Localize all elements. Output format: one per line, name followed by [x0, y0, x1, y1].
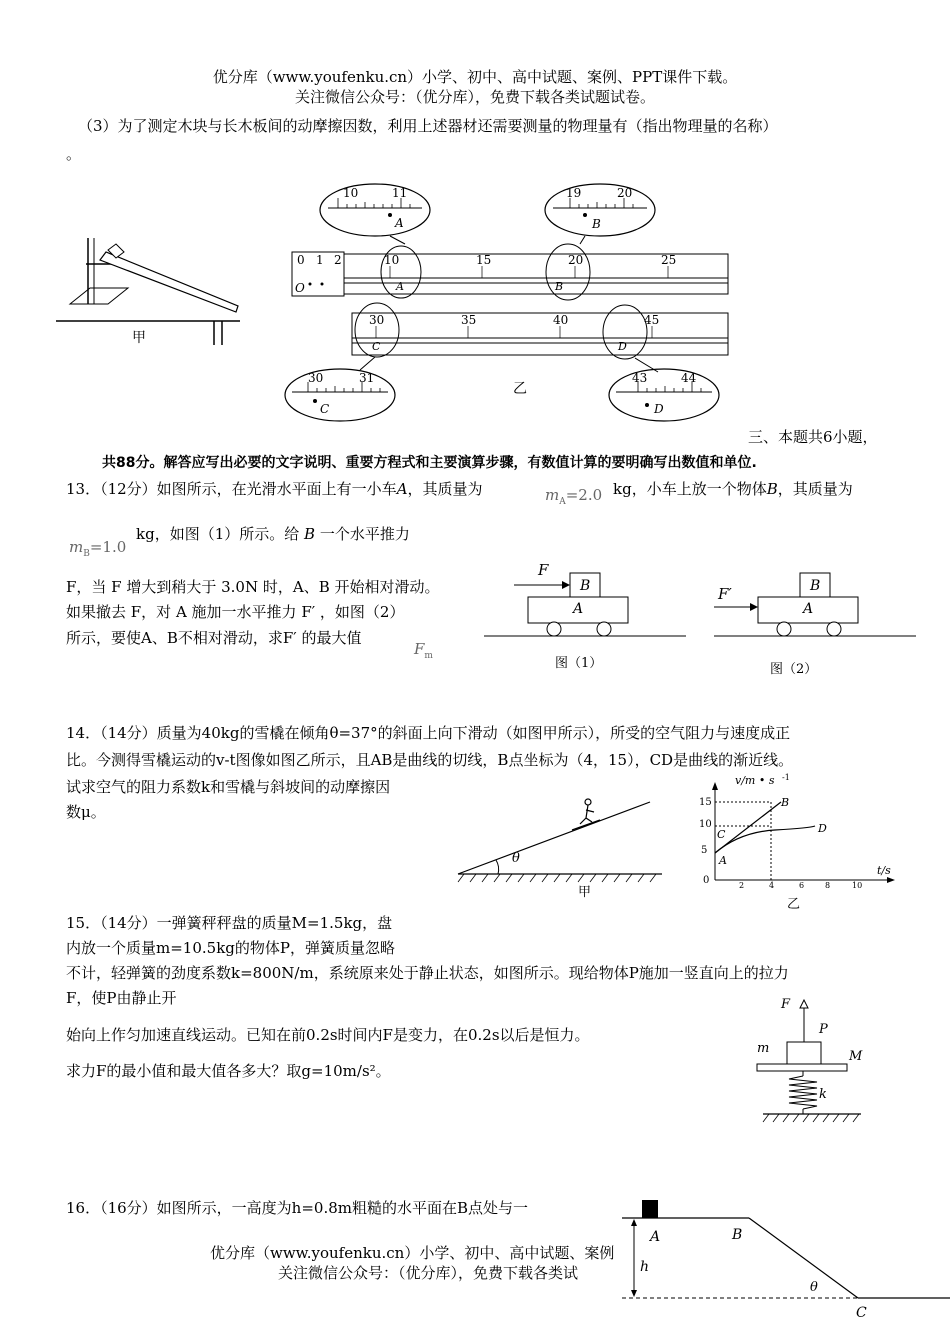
figure-incline-jia: [50, 230, 250, 360]
q14-line3: 试求空气的阻力系数k和雪橇与斜坡间的动摩擦因: [66, 778, 391, 796]
q13-line3: F，当 F 增大到稍大于 3.0N 时，A、B 开始相对滑动。: [66, 578, 440, 596]
sled-rider-icon: [572, 799, 600, 830]
fig2-B-label: B: [810, 578, 821, 594]
zoom-A: [320, 184, 430, 244]
figure-cart-1: [480, 555, 690, 675]
q13-line4: 如果撤去 F，对 A 施加一水平推力 F′ ，如图（2）: [66, 603, 405, 621]
graph-ylabel: v/m • s: [735, 774, 775, 787]
q16-line1: 16．（16分）如图所示，一高度为h=0.8m粗糙的水平面在B点处与一: [66, 1199, 529, 1217]
ruler-point-A: A: [396, 280, 404, 293]
tick-35: 35: [461, 313, 477, 327]
xtick-8: 8: [825, 881, 831, 890]
tick-0: 0: [297, 253, 305, 267]
zoom-B-right: 20: [617, 186, 633, 200]
footer-line-1: 优分库（www.youfenku.cn）小学、初中、高中试题、案例: [210, 1244, 615, 1262]
zoom-D-point: D: [654, 402, 664, 416]
label-jia: 甲: [132, 330, 146, 346]
figure-cart-2: [710, 555, 930, 685]
spring-M-label: M: [849, 1049, 863, 1064]
tick-1: 1: [316, 253, 324, 267]
ruler-point-C: C: [372, 340, 381, 353]
q12-part3-tail: 。: [66, 145, 82, 163]
zoom-A-point: A: [395, 216, 404, 230]
q13-line1b: kg，小车上放一个物体B，其质量为: [613, 480, 853, 498]
figure-ramp: [614, 1195, 950, 1335]
q15-line4: F，使P由静止开: [66, 989, 177, 1007]
zoom-A-right: 11: [392, 186, 408, 200]
zoom-D: [609, 369, 719, 421]
fig1-F-label: F: [538, 561, 549, 579]
zoom-D-left: 43: [632, 371, 648, 385]
figure-spring-scale: [745, 990, 885, 1135]
fig2-F-label: F′: [718, 585, 732, 603]
slope-theta: θ: [512, 851, 520, 866]
tick-30: 30: [369, 313, 385, 327]
q14-line1: 14．（14分）质量为40kg的雪橇在倾角θ=37°的斜面上向下滑动（如图甲所示），所受的空气阻力与速度成正: [66, 724, 791, 742]
tick-40: 40: [553, 313, 569, 327]
xtick-2: 2: [739, 881, 745, 890]
tick-15: 15: [476, 253, 492, 267]
figure-slope-jia: [450, 790, 670, 905]
tick-45: 45: [644, 313, 660, 327]
ramp-h-label: h: [640, 1259, 650, 1275]
graph-point-B: B: [781, 796, 790, 809]
figure-ruler-yi: [280, 180, 740, 425]
q15-line3: 不计，轻弹簧的劲度系数k=800N/m，系统原来处于静止状态，如图所示。现给物体P施加一竖直向上的拉力: [66, 964, 789, 982]
ytick-5: 5: [701, 845, 708, 856]
q13-line1: 13．（12分）如图所示，在光滑水平面上有一小车A，其质量为: [66, 480, 483, 498]
q13-Fm: $F_m$: [414, 640, 433, 661]
slope-caption: 甲: [578, 885, 592, 900]
zoom-B-point: B: [592, 217, 601, 231]
zoom-C: [285, 369, 395, 421]
spring-F-label: F: [781, 997, 791, 1012]
tick-25: 25: [661, 253, 677, 267]
tick-20: 20: [568, 253, 584, 267]
q13-mA: $m_A=2.0$: [545, 486, 603, 507]
fig1-B-label: B: [580, 578, 591, 594]
ruler-point-B: B: [555, 280, 564, 293]
q15-line6: 求力F的最小值和最大值各多大？取g=10m/s²。: [66, 1062, 391, 1080]
ramp-B-label: B: [732, 1227, 743, 1243]
vt-curve: [715, 826, 815, 853]
ytick-15: 15: [699, 797, 712, 808]
spring-P-label: P: [819, 1022, 828, 1037]
spring-k-label: k: [819, 1087, 827, 1102]
graph-point-C: C: [717, 828, 726, 841]
xtick-6: 6: [799, 881, 805, 890]
q13-line5: 所示，要使A、B不相对滑动，求F′ 的最大值: [66, 629, 362, 647]
tick-2: 2: [334, 253, 342, 267]
label-yi: 乙: [513, 381, 527, 397]
q12-part3-text: （3）为了测定木块与长木板间的动摩擦因数，利用上述器材还需要测量的物理量有（指出物理量的名称）: [78, 117, 778, 135]
graph-ylabel-sup: -1: [782, 773, 790, 782]
figure-vt-graph: [695, 772, 905, 912]
q15-line1: 15．（14分）一弹簧秤秤盘的质量M=1.5kg，盘: [66, 914, 393, 932]
graph-point-D: D: [818, 822, 827, 835]
q13-mB: $m_B=1.0$: [69, 538, 127, 559]
xtick-10: 10: [852, 881, 863, 890]
xtick-4: 4: [769, 881, 775, 890]
q15-line2: 内放一个质量m=10.5kg的物体P，弹簧质量忽略: [66, 939, 395, 957]
zoom-B-left: 19: [566, 186, 582, 200]
ramp-A-label: A: [650, 1229, 661, 1245]
footer-line-2: 关注微信公众号：（优分库），免费下载各类试: [278, 1264, 579, 1282]
graph-point-A: A: [719, 854, 727, 867]
zoom-C-point: C: [320, 402, 330, 416]
q14-line2: 比。今测得雪橇运动的v-t图像如图乙所示，且AB是曲线的切线，B点坐标为（4，15），CD是曲线的渐近线。: [66, 751, 794, 769]
ytick-0: 0: [703, 875, 710, 886]
graph-xlabel: t/s: [877, 864, 891, 877]
zoom-A-left: 10: [343, 186, 359, 200]
point-O: O: [295, 281, 305, 295]
ramp-theta-label: θ: [810, 1280, 818, 1295]
section3-title: 三、本题共6小题，: [748, 428, 878, 446]
header-line-2: 关注微信公众号：（优分库），免费下载各类试题试卷。: [294, 88, 655, 106]
zoom-B: [545, 184, 655, 244]
q13-line2: kg，如图（1）所示。给 B 一个水平推力: [136, 525, 410, 543]
fig1-caption: 图（1）: [555, 656, 603, 671]
zoom-C-left: 30: [308, 371, 324, 385]
zoom-D-right: 44: [681, 371, 697, 385]
ytick-10: 10: [699, 819, 712, 830]
q15-line5: 始向上作匀加速直线运动。已知在前0.2s时间内F是变力，在0.2s以后是恒力。: [66, 1026, 590, 1044]
ruler-point-D: D: [618, 340, 627, 353]
fig2-caption: 图（2）: [770, 662, 818, 677]
zoom-C-right: 31: [359, 371, 375, 385]
header-line-1: 优分库（www.youfenku.cn）小学、初中、高中试题、案例、PPT课件下载。: [212, 68, 738, 86]
ramp-C-label: C: [856, 1305, 867, 1321]
fig1-A-label: A: [573, 601, 584, 617]
section3-instructions: 共88分。解答应写出必要的文字说明、重要方程式和主要演算步骤，有数值计算的要明确写出数值和单位.: [102, 455, 757, 471]
graph-caption: 乙: [787, 897, 801, 912]
spring-m-label: m: [757, 1041, 770, 1056]
tick-10: 10: [384, 253, 400, 267]
fig2-A-label: A: [803, 601, 814, 617]
q14-line4: 数μ。: [66, 803, 106, 821]
